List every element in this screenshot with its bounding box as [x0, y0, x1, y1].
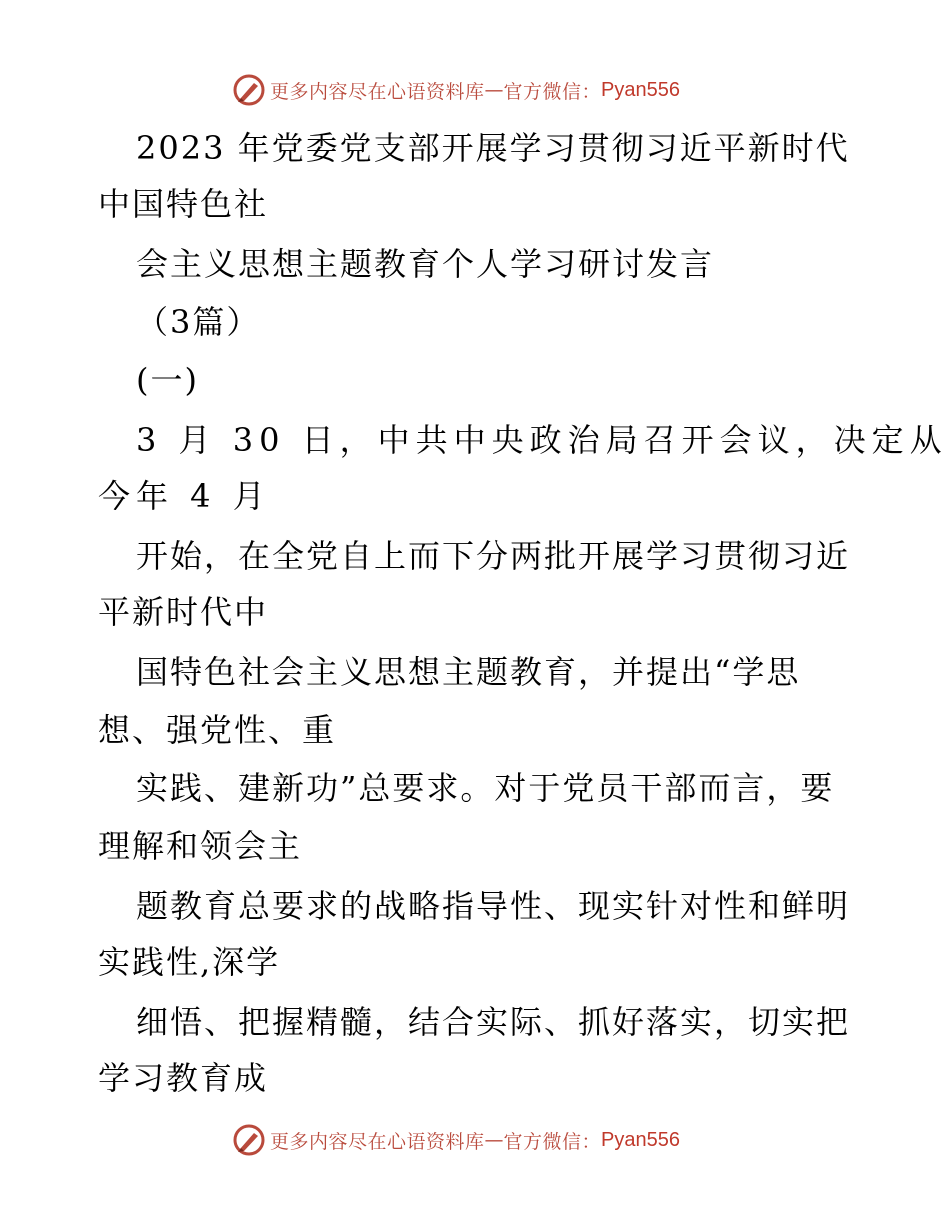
section-marker: (一)	[136, 361, 199, 399]
body-line-10: 实践性,深学	[98, 943, 281, 981]
body-line-9: 题教育总要求的战略指导性、现实针对性和鲜明	[136, 887, 851, 925]
pen-logo-icon	[232, 73, 266, 107]
watermark-dash: —	[484, 79, 504, 101]
watermark-dash: —	[484, 1129, 504, 1151]
title-count: （3篇）	[136, 303, 261, 341]
watermark-label: 官方微信：	[503, 80, 602, 103]
watermark-label: 官方微信：	[503, 1130, 602, 1153]
title-line-3: 会主义思想主题教育个人学习研讨发言	[136, 245, 715, 283]
watermark-handle: Pyan556	[601, 78, 680, 101]
body-line-5: 国特色社会主义思想主题教育，并提出“学思	[136, 653, 801, 691]
body-line-7: 实践、建新功”总要求。对于党员干部而言，要	[136, 769, 835, 807]
body-line-2: 今年 4 月	[98, 477, 271, 515]
body-line-8: 理解和领会主	[98, 827, 303, 865]
body-line-3: 开始，在全党自上而下分两批开展学习贯彻习近	[136, 537, 851, 575]
watermark-text: 更多内容尽在心语资料库	[270, 1130, 485, 1153]
header-watermark	[232, 72, 680, 108]
title-line-1: 2023 年党委党支部开展学习贯彻习近平新时代	[136, 129, 850, 167]
title-line-2: 中国特色社	[98, 185, 269, 223]
footer-watermark	[232, 1122, 680, 1158]
body-line-6: 想、强党性、重	[98, 711, 337, 749]
watermark-text: 更多内容尽在心语资料库	[270, 80, 485, 103]
body-line-4: 平新时代中	[98, 593, 269, 631]
pen-logo-icon	[232, 1123, 266, 1157]
watermark-handle: Pyan556	[601, 1128, 680, 1151]
body-line-12: 学习教育成	[98, 1059, 269, 1097]
body-line-11: 细悟、把握精髓，结合实际、抓好落实，切实把	[136, 1003, 851, 1041]
body-line-1: 3 月 30 日，中共中央政治局召开会议，决定从	[136, 421, 948, 459]
